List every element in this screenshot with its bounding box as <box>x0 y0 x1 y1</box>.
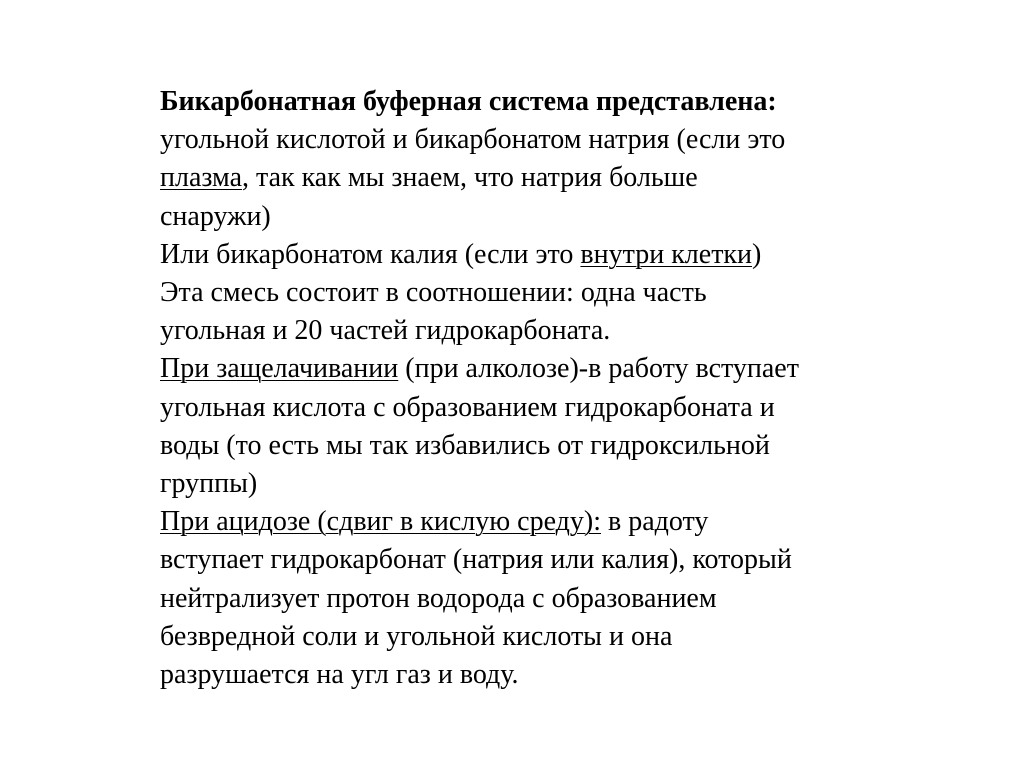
text-line: безвредной соли и угольной кислоты и она <box>160 620 673 652</box>
text-line: угольной кислотой и бикарбонатом натрия (если это <box>160 124 786 156</box>
text-line: снаружи) <box>160 200 271 232</box>
text-run: (при алколозе)-в работу вступает <box>398 353 799 385</box>
underlined-term-alkalization: При защелачивании <box>160 353 399 385</box>
underlined-term-inside-cell: внутри клетки <box>580 238 753 270</box>
text-line <box>160 350 920 388</box>
underlined-term-plasma: плазма <box>160 162 243 194</box>
text-line <box>160 159 920 197</box>
slide-text-block <box>160 83 920 694</box>
text-line: вступает гидрокарбонат (натрия или калия), который <box>160 544 792 576</box>
text-line: угольная кислота с образованием гидрокарбоната и <box>160 391 775 423</box>
slide-heading: Бикарбонатная буферная система представлена: <box>160 86 777 117</box>
text-run: Или бикарбонатом калия (если это <box>160 238 581 270</box>
underlined-term-acidosis: При ацидозе (сдвиг в кислую среду): <box>160 506 601 538</box>
text-run: , так как мы знаем, что натрия больше <box>242 162 698 194</box>
text-line: нейтрализует протон водорода с образованием <box>160 582 717 614</box>
text-run: в радоту <box>601 506 709 538</box>
text-line: группы) <box>160 468 258 500</box>
text-line: воды (то есть мы так избавились от гидроксильной <box>160 429 770 461</box>
text-line: Эта смесь состоит в соотношении: одна часть <box>160 277 707 309</box>
text-line <box>160 236 920 274</box>
text-line <box>160 503 920 541</box>
text-line: угольная и 20 частей гидрокарбоната. <box>160 315 611 347</box>
text-line: разрушается на угл газ и воду. <box>160 659 519 691</box>
text-run: ) <box>752 238 762 270</box>
